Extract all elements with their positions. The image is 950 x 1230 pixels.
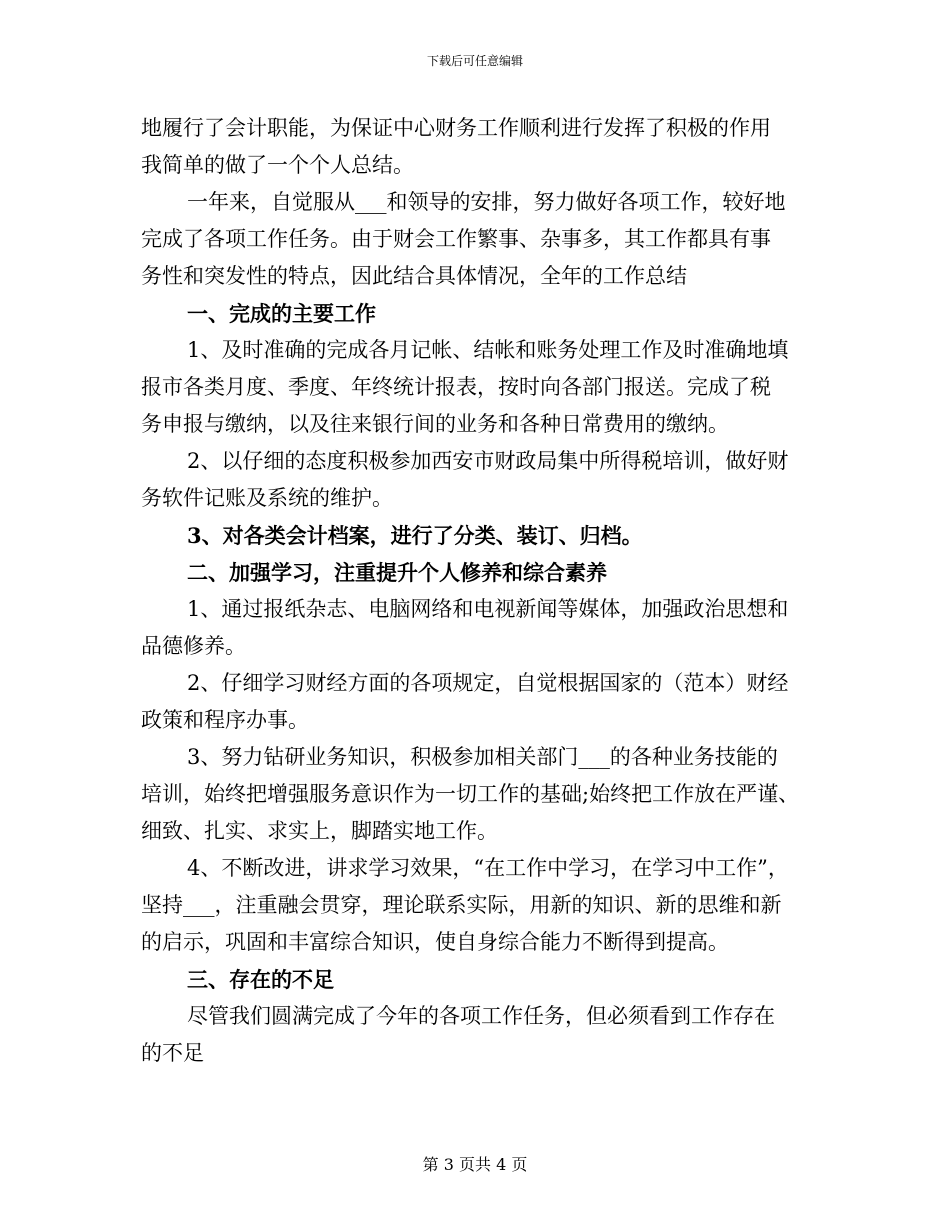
- document-body: [141, 110, 821, 1072]
- section-heading-line: 三、存在的不足: [187, 967, 334, 992]
- paragraph-line: 品德修养。: [141, 634, 246, 658]
- paragraph-line: 3、努力钻研业务知识，积极参加相关部门___的各种业务技能的: [187, 745, 778, 769]
- paragraph-line: 1、通过报纸杂志、电脑网络和电视新闻等媒体，加强政治思想和: [187, 597, 789, 621]
- paragraph-line: 的启示，巩固和丰富综合知识，使自身综合能力不断得到提高。: [141, 930, 729, 954]
- paragraph-line: 1、及时准确的完成各月记帐、结帐和账务处理工作及时准确地填: [187, 338, 789, 362]
- paragraph-line: 地履行了会计职能，为保证中心财务工作顺利进行发挥了积极的作用: [141, 116, 771, 140]
- paragraph-line: 培训，始终把增强服务意识作为一切工作的基础;始终把工作放在严谨、: [141, 782, 800, 806]
- section-heading-line: 二、加强学习，注重提升个人修养和综合素养: [187, 560, 607, 585]
- paragraph-line: 一年来，自觉服从___和领导的安排，努力做好各项工作，较好地: [187, 190, 786, 214]
- paragraph-line: 务申报与缴纳，以及往来银行间的业务和各种日常费用的缴纳。: [141, 412, 729, 436]
- paragraph-line: 尽管我们圆满完成了今年的各项工作任务，但必须看到工作存在: [187, 1004, 775, 1028]
- section-heading-line: 3、对各类会计档案，进行了分类、装订、归档。: [187, 523, 643, 548]
- paragraph-line: 务性和突发性的特点，因此结合具体情况，全年的工作总结: [141, 264, 687, 288]
- page-number-footer: 第 3 页共 4 页: [422, 1155, 528, 1174]
- paragraph-line: 细致、扎实、求实上，脚踏实地工作。: [141, 819, 498, 843]
- page-header-note: 下载后可任意编辑: [426, 54, 523, 68]
- paragraph-line: 务软件记账及系统的维护。: [141, 486, 393, 510]
- section-heading-line: 一、完成的主要工作: [187, 301, 376, 326]
- paragraph-line: 4、不断改进，讲求学习效果，“在工作中学习，在学习中工作”，: [187, 856, 789, 880]
- paragraph-line: 完成了各项工作任务。由于财会工作繁事、杂事多，其工作都具有事: [141, 227, 771, 251]
- paragraph-line: 我简单的做了一个个人总结。: [141, 153, 414, 177]
- paragraph-line: 报市各类月度、季度、年终统计报表，按时向各部门报送。完成了税: [141, 375, 771, 399]
- paragraph-line: 坚持___，注重融会贯穿，理论联系实际，用新的知识、新的思维和新: [141, 893, 782, 917]
- paragraph-line: 政策和程序办事。: [141, 708, 309, 732]
- paragraph-line: 2、以仔细的态度积极参加西安市财政局集中所得税培训，做好财: [187, 449, 789, 473]
- paragraph-line: 2、仔细学习财经方面的各项规定，自觉根据国家的（范本）财经: [187, 671, 789, 695]
- paragraph-line: 的不足: [141, 1041, 204, 1065]
